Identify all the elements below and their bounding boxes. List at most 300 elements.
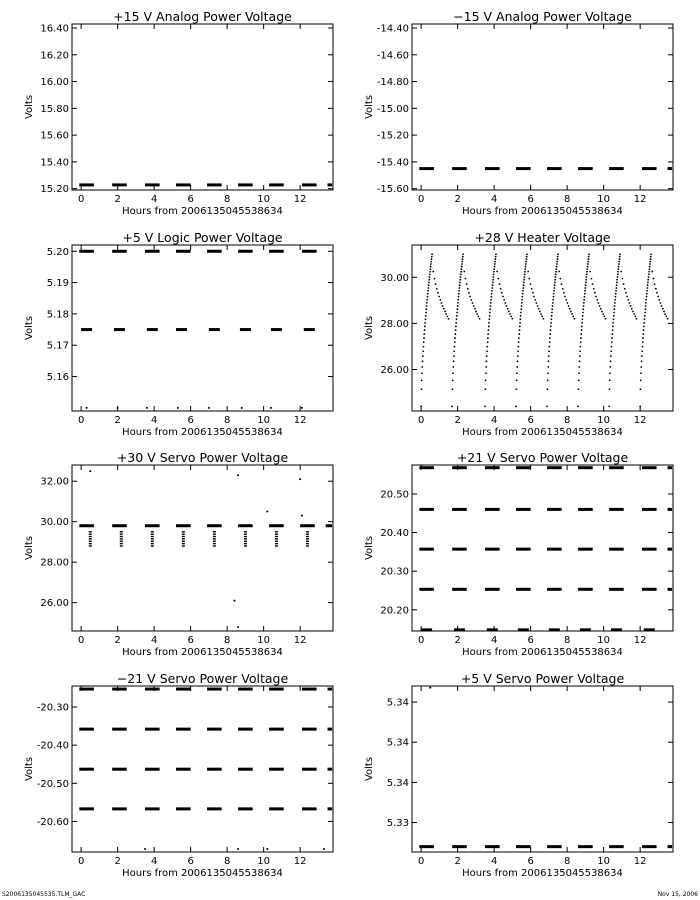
data-point [438,296,440,298]
data-point [634,316,636,318]
data-point [454,341,456,343]
data-point [487,337,489,339]
data-point [639,405,641,407]
x-tick-label: 12 [633,856,647,867]
data-point [555,268,557,270]
data-point [590,278,592,280]
x-axis-label: Hours from 2006135045538634 [122,427,283,438]
y-tick-label: 30.00 [380,272,409,284]
data-point [266,848,268,850]
data-point [611,346,613,348]
data-point [485,372,487,374]
data-point [452,366,454,368]
data-point [522,287,524,289]
data-point [475,311,477,313]
data-point [579,350,581,352]
data-point [643,326,645,328]
data-point [583,302,585,304]
data-point [609,388,611,390]
data-point [500,288,502,290]
data-point [504,302,506,304]
y-tick-label: 20.50 [380,489,409,501]
y-tick-label: 5.34 [386,697,409,709]
data-point [431,253,433,255]
x-tick-label: 12 [293,194,307,205]
data-point [430,261,432,263]
data-point [553,293,555,295]
data-point [623,283,625,285]
data-point [479,318,481,320]
data-point [521,305,523,307]
panel-8 [364,671,673,879]
data-point [641,350,643,352]
data-point [616,284,618,286]
data-point [486,360,488,362]
data-marks [79,470,332,628]
data-point [583,305,585,307]
x-axis-label: Hours from 2006135045538634 [122,647,283,658]
data-point [451,405,453,407]
data-point [468,292,470,294]
data-point [574,318,576,320]
data-point [559,278,561,280]
y-tick-label: 5.16 [46,372,69,384]
data-point [459,279,461,281]
data-marks [419,687,672,847]
data-point [663,311,665,313]
y-axis-label: Volts [364,756,375,782]
data-point [466,283,468,285]
data-point [425,312,427,314]
chart-title: +5 V Servo Power Voltage [460,671,625,686]
panel-5 [24,450,333,658]
data-point [496,271,498,273]
x-tick-label: 0 [77,856,85,867]
y-tick-label: 16.00 [40,77,69,89]
data-point [456,315,458,317]
data-point [275,545,278,546]
data-point [518,341,520,343]
data-point [432,271,434,273]
panel-3 [24,230,333,438]
data-point [452,388,454,390]
data-point [428,282,430,284]
data-point [421,379,423,381]
data-point [588,253,590,255]
data-point [645,305,647,307]
x-tick-label: 2 [454,415,461,426]
data-point [533,296,535,298]
data-point [89,470,91,472]
chart-title: +15 V Analog Power Voltage [113,9,292,24]
data-point [553,296,555,298]
data-point [510,316,512,318]
data-point [517,360,519,362]
data-point [452,372,454,374]
data-point [598,302,600,304]
data-point [120,533,123,534]
data-point [120,541,123,542]
data-point [586,271,588,273]
data-point [459,284,461,286]
data-point [429,268,431,270]
data-point [476,313,478,315]
data-point [182,545,185,546]
data-point [610,355,612,357]
data-point [644,315,646,317]
data-point [491,287,493,289]
data-point [472,302,474,304]
data-point [644,308,646,310]
y-tick-label: -15.20 [376,130,409,142]
plot-frame [72,24,333,190]
data-point [431,258,433,260]
data-point [488,329,490,331]
data-point [657,296,659,298]
data-point [460,273,462,275]
y-tick-label: -14.60 [376,50,409,62]
x-tick-label: 6 [527,635,534,646]
x-axis-label: Hours from 2006135045538634 [462,647,623,658]
chart-title: +28 V Heater Voltage [474,230,611,245]
data-point [151,541,154,542]
data-point [423,337,425,339]
data-point [462,258,464,260]
data-point [632,311,634,313]
data-point [485,366,487,368]
data-point [453,355,455,357]
data-point [602,313,604,315]
data-marks [79,251,316,409]
data-point [617,268,619,270]
data-point [426,299,428,301]
data-point [469,296,471,298]
data-point [612,326,614,328]
data-point [429,687,431,689]
data-point [631,308,633,310]
data-point [457,302,459,304]
data-point [557,253,559,255]
data-point [610,350,612,352]
y-tick-label: 28.00 [40,557,69,569]
data-point [425,308,427,310]
x-tick-label: 4 [490,635,498,646]
data-point [535,302,537,304]
y-tick-label: 28.00 [380,318,409,330]
data-point [453,350,455,352]
data-point [488,326,490,328]
data-point [553,290,555,292]
data-point [550,326,552,328]
data-point [588,256,590,258]
data-point [616,282,618,284]
data-point [640,379,642,381]
x-tick-label: 10 [597,856,611,867]
data-point [275,543,278,544]
data-point [636,318,638,320]
panel-4 [364,230,673,438]
data-point [494,266,496,268]
data-point [561,283,563,285]
data-point [648,268,650,270]
x-tick-label: 8 [223,635,231,646]
data-point [484,388,486,390]
data-point [619,256,621,258]
data-point [422,355,424,357]
data-point [490,302,492,304]
data-point [550,322,552,324]
data-point [89,533,92,534]
data-point [518,337,520,339]
data-point [456,312,458,314]
data-point [613,315,615,317]
data-point [492,276,494,278]
data-point [517,355,519,357]
chart-title: +21 V Servo Power Voltage [456,450,629,465]
data-point [605,318,607,320]
data-marks [79,689,332,850]
data-point [664,313,666,315]
data-point [458,287,460,289]
data-point [429,271,431,273]
data-point [89,536,92,537]
data-point [617,271,619,273]
data-point [477,316,479,318]
data-point [548,360,550,362]
data-point [518,333,520,335]
data-point [275,533,278,534]
data-point [516,372,518,374]
x-tick-label: 4 [150,856,158,867]
data-point [421,388,423,390]
data-point [534,299,536,301]
data-point [616,279,618,281]
plot-frame [412,686,673,852]
data-point [237,626,239,628]
x-tick-label: 6 [187,635,194,646]
data-point [423,346,425,348]
data-point [661,305,663,307]
data-point [647,282,649,284]
x-tick-label: 6 [187,194,194,205]
data-point [89,531,92,532]
chart-title: +5 V Logic Power Voltage [122,230,283,245]
data-point [151,538,154,539]
data-point [439,299,441,301]
x-tick-label: 0 [77,415,85,426]
data-point [244,541,247,542]
data-point [424,329,426,331]
data-point [461,261,463,263]
y-tick-label: -15.60 [376,184,409,196]
data-point [551,315,553,317]
x-axis-label: Hours from 2006135045538634 [462,868,623,879]
data-point [522,290,524,292]
data-point [519,318,521,320]
y-tick-label: 20.20 [380,605,409,617]
data-point [89,538,92,539]
x-tick-label: 0 [417,415,425,426]
data-point [422,350,424,352]
data-point [581,326,583,328]
y-axis-label: Volts [24,94,35,120]
data-point [301,515,303,517]
y-tick-label: 15.80 [40,103,69,115]
data-point [578,372,580,374]
x-tick-label: 6 [527,194,534,205]
data-point [578,366,580,368]
data-point [625,292,627,294]
data-point [609,366,611,368]
data-point [600,308,602,310]
x-tick-label: 6 [187,415,194,426]
data-point [580,333,582,335]
data-point [427,296,429,298]
data-point [233,600,235,602]
data-point [552,302,554,304]
data-point [431,256,433,258]
data-point [213,536,216,537]
x-tick-label: 2 [454,635,461,646]
data-point [458,293,460,295]
data-point [617,273,619,275]
data-point [552,305,554,307]
x-tick-label: 12 [633,194,647,205]
data-point [151,536,154,537]
data-point [423,333,425,335]
data-point [442,305,444,307]
data-point [520,312,522,314]
data-point [645,302,647,304]
data-point [550,329,552,331]
data-point [301,407,303,409]
data-point [467,288,469,290]
data-point [645,299,647,301]
data-point [570,311,572,313]
data-point [530,283,532,285]
x-tick-label: 2 [454,856,461,867]
data-point [548,346,550,348]
data-point [611,341,613,343]
data-point [177,407,179,409]
data-point [649,266,651,268]
data-point [521,299,523,301]
data-point [617,276,619,278]
data-point [457,305,459,307]
x-tick-label: 10 [257,856,271,867]
x-tick-label: 8 [563,194,571,205]
data-point [557,256,559,258]
data-point [596,299,598,301]
x-tick-label: 4 [150,415,158,426]
data-point [299,478,301,480]
data-point [488,322,490,324]
data-point [490,305,492,307]
data-point [489,308,491,310]
chart-title: −21 V Servo Power Voltage [116,671,289,686]
data-point [593,288,595,290]
plot-frame [412,465,673,631]
data-point [306,533,309,534]
data-point [577,405,579,407]
data-point [452,379,454,381]
data-point [649,263,651,265]
y-tick-label: -14.80 [376,77,409,89]
data-point [520,315,522,317]
data-point [522,293,524,295]
data-point [615,296,617,298]
data-point [579,355,581,357]
data-point [461,263,463,265]
data-point [462,256,464,258]
data-point [448,318,450,320]
data-point [595,296,597,298]
data-point [618,266,620,268]
y-axis-label: Volts [24,756,35,782]
data-point [633,313,635,315]
data-point [620,271,622,273]
data-point [425,315,427,317]
x-tick-label: 10 [597,415,611,426]
data-point [583,299,585,301]
data-point [456,308,458,310]
data-point [460,268,462,270]
y-tick-label: 5.34 [386,777,409,789]
data-point [609,372,611,374]
data-point [436,288,438,290]
data-point [647,284,649,286]
data-point [490,299,492,301]
y-tick-label: 16.20 [40,50,69,62]
data-point [151,533,154,534]
data-point [540,313,542,315]
data-point [237,474,239,476]
y-tick-label: 5.33 [386,818,409,830]
data-point [120,538,123,539]
data-point [427,293,429,295]
data-point [213,541,216,542]
y-axis-label: Volts [364,94,375,120]
x-tick-label: 12 [293,415,307,426]
data-point [460,271,462,273]
data-point [611,333,613,335]
x-tick-label: 6 [527,856,534,867]
data-point [493,271,495,273]
data-point [492,284,494,286]
data-point [524,273,526,275]
data-point [547,366,549,368]
data-point [547,372,549,374]
data-point [579,346,581,348]
data-point [615,290,617,292]
x-tick-label: 8 [563,856,571,867]
data-point [428,279,430,281]
data-point [491,293,493,295]
x-tick-label: 2 [114,194,121,205]
data-point [553,287,555,289]
data-point [494,263,496,265]
x-tick-label: 10 [257,194,271,205]
y-tick-label: 26.00 [380,365,409,376]
x-tick-label: 0 [417,194,425,205]
data-point [182,536,185,537]
data-point [613,318,615,320]
data-point [660,302,662,304]
data-point [520,308,522,310]
data-point [667,318,669,320]
x-tick-label: 12 [633,635,647,646]
y-tick-label: -20.60 [36,816,69,828]
